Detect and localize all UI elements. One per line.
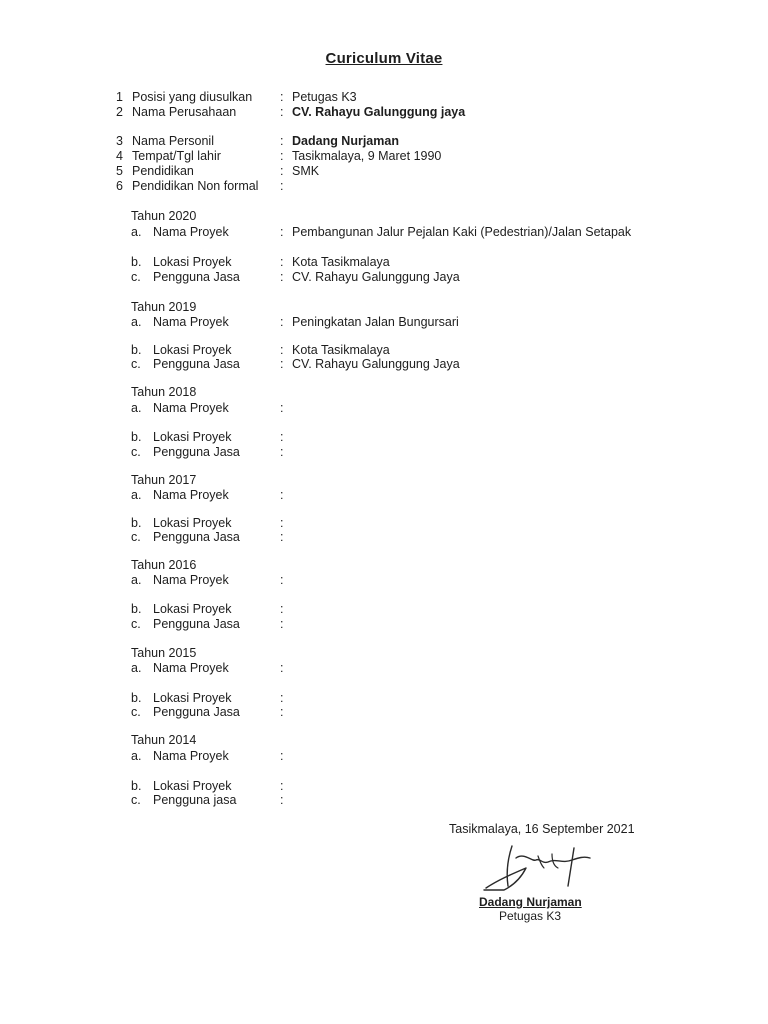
item-letter: a. xyxy=(131,315,142,329)
item-letter: a. xyxy=(131,488,142,502)
item-letter: a. xyxy=(131,225,142,239)
experience-year: Tahun 2019 xyxy=(131,300,197,314)
document-title: Curiculum Vitae xyxy=(325,50,443,67)
item-label: Nama Proyek xyxy=(153,401,229,415)
item-letter: b. xyxy=(131,516,142,530)
field-colon: : xyxy=(280,134,284,148)
item-label: Lokasi Proyek xyxy=(153,430,232,444)
item-letter: a. xyxy=(131,573,142,587)
field-label: Posisi yang diusulkan xyxy=(132,90,253,104)
field-label: Pendidikan xyxy=(132,164,194,178)
item-label: Nama Proyek xyxy=(153,573,229,587)
signer-name: Dadang Nurjaman xyxy=(479,895,582,909)
field-number: 4 xyxy=(116,149,123,163)
item-label: Nama Proyek xyxy=(153,225,229,239)
item-letter: c. xyxy=(131,445,141,459)
field-number: 5 xyxy=(116,164,123,178)
field-value: Petugas K3 xyxy=(292,90,357,104)
item-label: Pengguna jasa xyxy=(153,793,237,807)
item-value: CV. Rahayu Galunggung Jaya xyxy=(292,357,460,371)
field-value: Tasikmalaya, 9 Maret 1990 xyxy=(292,149,442,163)
item-colon: : xyxy=(280,255,284,269)
experience-year: Tahun 2018 xyxy=(131,385,197,399)
item-letter: a. xyxy=(131,401,142,415)
item-letter: b. xyxy=(131,691,142,705)
field-label: Nama Personil xyxy=(132,134,214,148)
item-value: Pembangunan Jalur Pejalan Kaki (Pedestrian)/Jalan Setapak xyxy=(292,225,632,239)
item-letter: b. xyxy=(131,602,142,616)
item-letter: c. xyxy=(131,617,141,631)
item-colon: : xyxy=(280,749,284,763)
item-label: Lokasi Proyek xyxy=(153,779,232,793)
field-colon: : xyxy=(280,105,284,119)
signature-image xyxy=(478,838,598,896)
item-colon: : xyxy=(280,343,284,357)
item-value: Peningkatan Jalan Bungursari xyxy=(292,315,459,329)
item-letter: a. xyxy=(131,661,142,675)
item-colon: : xyxy=(280,705,284,719)
item-letter: c. xyxy=(131,705,141,719)
field-number: 2 xyxy=(116,105,123,119)
item-colon: : xyxy=(280,661,284,675)
experience-year: Tahun 2020 xyxy=(131,209,197,223)
item-colon: : xyxy=(280,691,284,705)
item-colon: : xyxy=(280,315,284,329)
field-colon: : xyxy=(280,179,284,193)
item-letter: c. xyxy=(131,530,141,544)
item-label: Pengguna Jasa xyxy=(153,530,240,544)
item-label: Pengguna Jasa xyxy=(153,270,240,284)
experience-year: Tahun 2014 xyxy=(131,733,197,747)
item-value: CV. Rahayu Galunggung Jaya xyxy=(292,270,460,284)
field-colon: : xyxy=(280,164,284,178)
field-value: Dadang Nurjaman xyxy=(292,134,399,148)
experience-year: Tahun 2016 xyxy=(131,558,197,572)
field-colon: : xyxy=(280,90,284,104)
item-letter: c. xyxy=(131,357,141,371)
item-label: Lokasi Proyek xyxy=(153,255,232,269)
item-label: Lokasi Proyek xyxy=(153,516,232,530)
field-number: 1 xyxy=(116,90,123,104)
item-colon: : xyxy=(280,602,284,616)
field-value: CV. Rahayu Galunggung jaya xyxy=(292,105,466,119)
item-colon: : xyxy=(280,793,284,807)
experience-year: Tahun 2015 xyxy=(131,646,197,660)
item-label: Pengguna Jasa xyxy=(153,357,240,371)
item-colon: : xyxy=(280,530,284,544)
place-date: Tasikmalaya, 16 September 2021 xyxy=(449,822,635,836)
item-letter: c. xyxy=(131,793,141,807)
item-colon: : xyxy=(280,516,284,530)
item-value: Kota Tasikmalaya xyxy=(292,255,390,269)
field-number: 3 xyxy=(116,134,123,148)
field-label: Pendidikan Non formal xyxy=(132,179,259,193)
item-label: Pengguna Jasa xyxy=(153,445,240,459)
item-colon: : xyxy=(280,357,284,371)
item-letter: c. xyxy=(131,270,141,284)
item-colon: : xyxy=(280,617,284,631)
item-letter: b. xyxy=(131,343,142,357)
item-colon: : xyxy=(280,430,284,444)
field-label: Tempat/Tgl lahir xyxy=(132,149,221,163)
item-label: Pengguna Jasa xyxy=(153,705,240,719)
field-value: SMK xyxy=(292,164,320,178)
item-letter: b. xyxy=(131,430,142,444)
item-letter: a. xyxy=(131,749,142,763)
item-label: Pengguna Jasa xyxy=(153,617,240,631)
field-label: Nama Perusahaan xyxy=(132,105,237,119)
item-label: Nama Proyek xyxy=(153,749,229,763)
item-colon: : xyxy=(280,573,284,587)
signer-role: Petugas K3 xyxy=(499,909,562,923)
item-colon: : xyxy=(280,779,284,793)
experience-year: Tahun 2017 xyxy=(131,473,197,487)
item-label: Nama Proyek xyxy=(153,488,229,502)
item-label: Lokasi Proyek xyxy=(153,343,232,357)
item-colon: : xyxy=(280,445,284,459)
item-colon: : xyxy=(280,270,284,284)
item-letter: b. xyxy=(131,255,142,269)
item-colon: : xyxy=(280,225,284,239)
item-value: Kota Tasikmalaya xyxy=(292,343,390,357)
item-label: Nama Proyek xyxy=(153,661,229,675)
item-colon: : xyxy=(280,401,284,415)
item-letter: b. xyxy=(131,779,142,793)
field-colon: : xyxy=(280,149,284,163)
item-label: Lokasi Proyek xyxy=(153,602,232,616)
field-number: 6 xyxy=(116,179,123,193)
item-colon: : xyxy=(280,488,284,502)
item-label: Nama Proyek xyxy=(153,315,229,329)
item-label: Lokasi Proyek xyxy=(153,691,232,705)
